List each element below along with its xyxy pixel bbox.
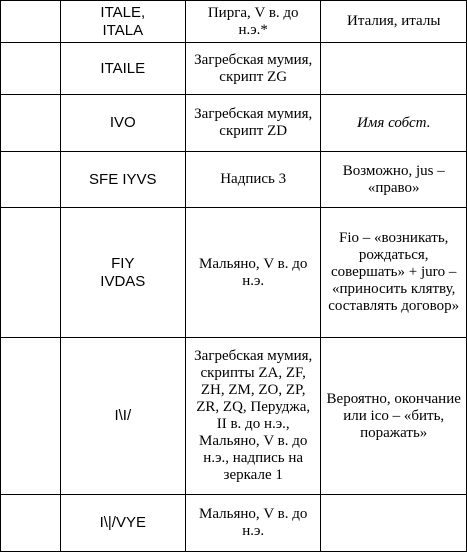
meaning-cell [321,152,467,208]
source-text: Мальяно, V в. до н.э. [198,255,308,289]
meaning-cell [321,43,467,95]
table-row [1,1,467,43]
row-blank-cell [1,152,61,208]
row-blank-cell [1,495,61,552]
row-blank-cell [1,43,61,95]
row-blank-cell [1,1,61,43]
meaning-cell [321,208,467,338]
source-text: Загребская мумия, скрипт ZG [194,51,313,85]
form-text: ITAILE [100,59,146,77]
source-cell [185,43,320,95]
form-cell [60,95,185,152]
table-row [1,95,467,152]
meaning-cell [321,95,467,152]
source-text: Загребская мумия, скрипты ZA, ZF, ZH, ZM, ZO, ZP, ZR, ZQ, Перуджа, II в. до н.э., Мальяно, V в. до н.э., надпись на зеркале 1 [194,348,313,483]
source-text: Загребская мумия, скрипт ZD [194,106,313,139]
form-cell [60,43,185,95]
source-text: Мальяно, V в. до н.э. [198,506,308,539]
form-cell [60,1,185,43]
form-cell [60,208,185,338]
meaning-cell [321,1,467,43]
table-row [1,43,467,95]
row-blank-cell [1,95,61,152]
source-cell [185,208,320,338]
table-row [1,208,467,338]
source-text: Пирга, V в. до н.э.* [207,4,299,38]
source-text: Надпись 3 [220,171,287,187]
form-text: I\|/VYE [99,514,146,531]
form-text: I\I/ [114,407,132,424]
source-cell [185,152,320,208]
source-cell [185,338,320,495]
form-cell [60,338,185,495]
meaning-text: Имя собст. [356,114,431,131]
meaning-text: Fio – «возникать, рождаться, совершать» + juro – «приносить клятву, составлять договор» [328,230,460,314]
form-text: SFE IYVS [89,170,157,188]
form-cell [60,495,185,552]
form-cell [60,152,185,208]
row-blank-cell [1,208,61,338]
meaning-text: Вероятно, окончание или ico – «бить, поражать» [326,390,461,441]
source-cell [185,495,320,552]
form-text: ITALE, ITALA [100,3,146,39]
table-row [1,152,467,208]
meaning-cell [321,495,467,552]
form-text: FIY IVDAS [100,254,146,290]
meaning-cell [321,338,467,495]
form-text: IVO [109,114,136,131]
meaning-text: Италия, италы [347,13,441,29]
meaning-text: Возможно, jus – «право» [342,162,445,196]
source-cell [185,1,320,43]
table-row [1,338,467,495]
table-row [1,495,467,552]
row-blank-cell [1,338,61,495]
source-cell [185,95,320,152]
